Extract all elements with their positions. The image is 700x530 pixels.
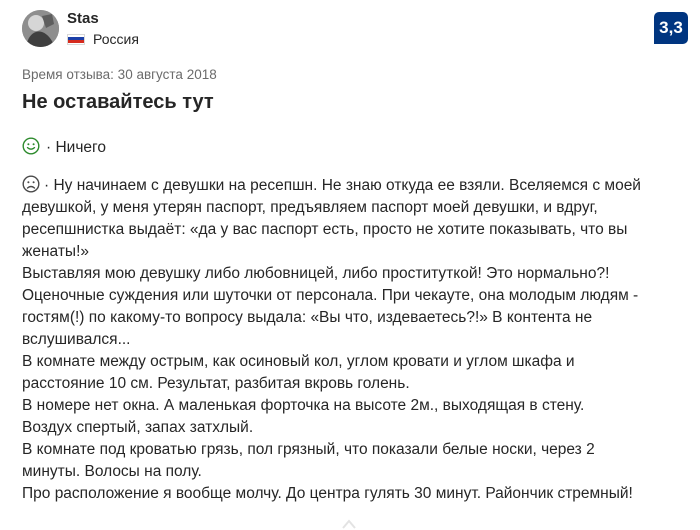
review-date: Время отзыва: 30 августа 2018 — [22, 67, 217, 82]
chevron-up-icon[interactable] — [340, 516, 358, 530]
negative-line: девушкой, у меня утерян паспорт, предъявляем паспорт моей девушки, и вдруг, — [22, 199, 598, 216]
reviewer-name: Stas — [67, 10, 99, 27]
review-score-badge: 3,3 — [654, 12, 688, 44]
negative-text-line: · Ну начинаем с девушки на ресепшн. Не знаю откуда ее взяли. Вселяемся с моей — [44, 177, 641, 194]
negative-line: В комнате под кроватью грязь, пол грязный, что показали белые носки, через 2 — [22, 441, 595, 458]
negative-line: Выставляя мою девушку либо любовницей, либо проституткой! Это нормально?! — [22, 265, 610, 282]
country-name: Россия — [93, 31, 139, 47]
negative-line — [22, 175, 670, 197]
negative-line: Воздух спертый, запах затхлый. — [22, 419, 254, 436]
negative-line: вслушивался... — [22, 331, 131, 348]
negative-line: минуты. Волосы на полу. — [22, 463, 202, 480]
negative-line: В комнате между острым, как осиновый кол, углом кровати и углом шкафа и — [22, 353, 575, 370]
sad-face-icon — [22, 175, 40, 193]
negative-line: ресепшнистка выдаёт: «да у вас паспорт есть, просто не хотите показывать, что вы — [22, 221, 628, 238]
review-title: Не оставайтесь тут — [22, 91, 214, 113]
negative-comment — [22, 175, 670, 505]
avatar[interactable] — [22, 10, 59, 47]
reviewer-country — [67, 31, 139, 47]
reviewer-header — [22, 10, 678, 50]
russia-flag-icon — [67, 34, 85, 45]
negative-line: Оценочные суждения или шуточки от персонала. При чекауте, она молодым людям - — [22, 287, 639, 304]
positive-comment — [22, 137, 106, 159]
negative-line: Про расположение я вообще молчу. До центра гулять 30 минут. Райончик стремный! — [22, 485, 633, 502]
negative-line: расстояние 10 см. Результат, разбитая вкровь голень. — [22, 375, 410, 392]
negative-line: женаты!» — [22, 243, 89, 260]
smile-face-icon — [22, 137, 40, 155]
positive-text: · Ничего — [46, 139, 106, 156]
negative-line: В номере нет окна. А маленькая форточка на высоте 2м., выходящая в стену. — [22, 397, 585, 414]
negative-line: гостям(!) по какому-то вопросу выдала: «Вы что, издеваетесь?!» В контента не — [22, 309, 593, 326]
